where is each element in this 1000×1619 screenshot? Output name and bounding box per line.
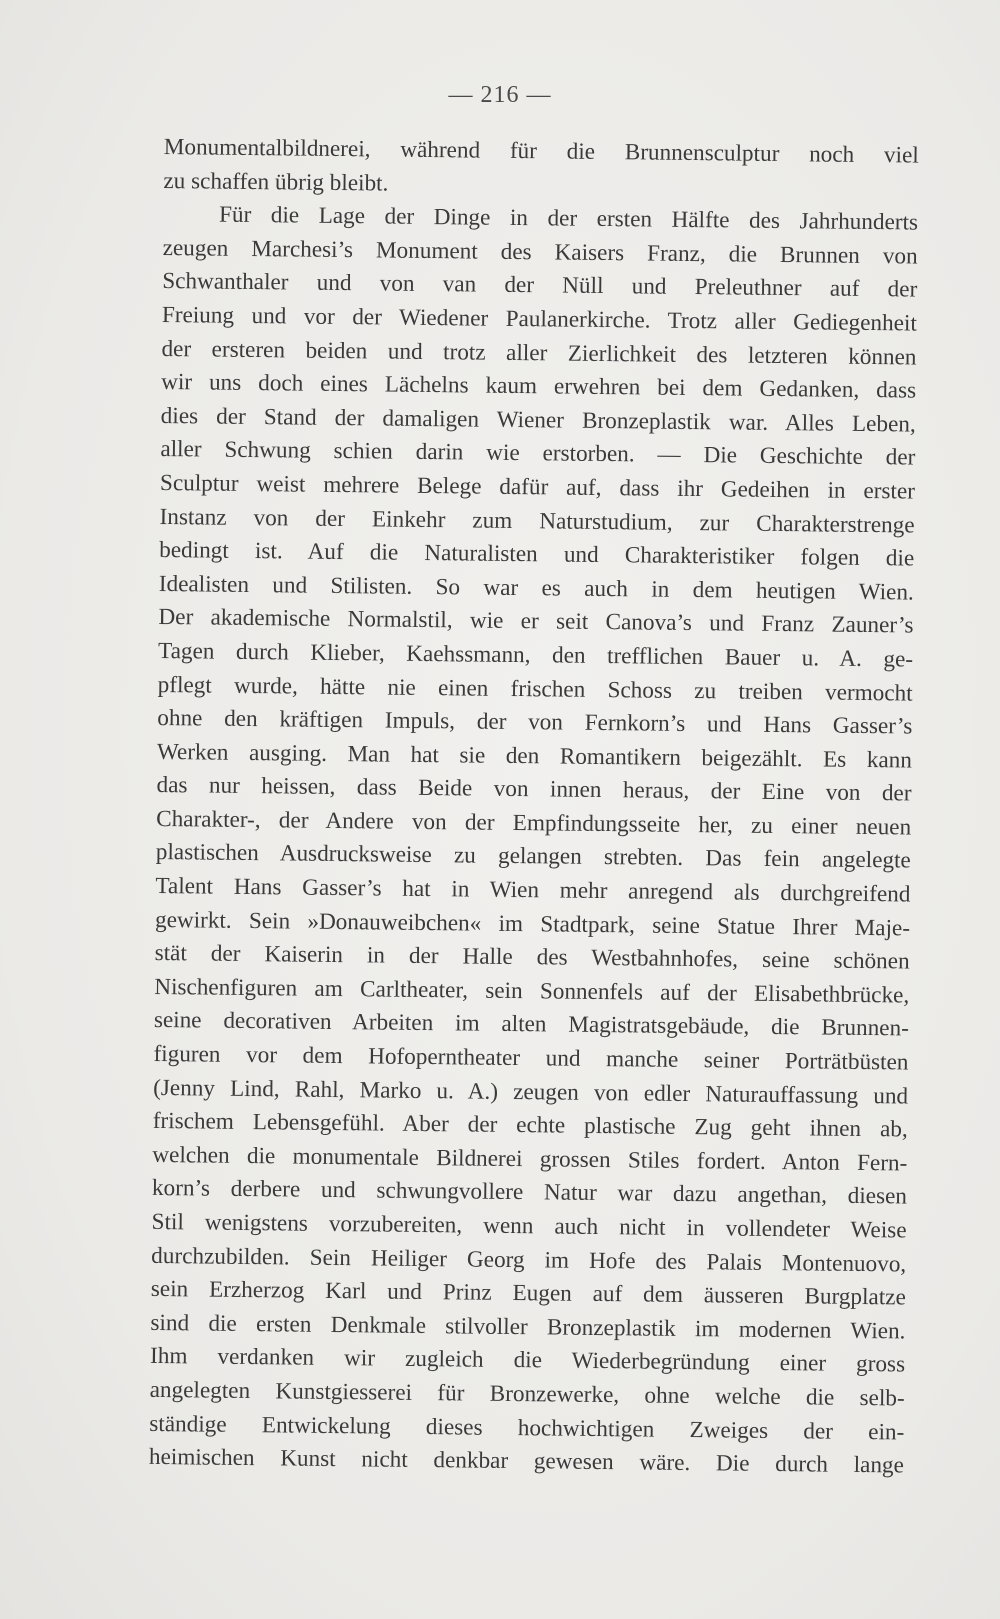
- text-line: Werken ausging. Man hat sie den Romantikern beigezählt. Es kann: [156, 738, 913, 774]
- text-line: Charakter-, der Andere von der Empfindungsseite her, zu einer neuen: [156, 805, 912, 841]
- text-line: Schwanthaler und von van der Nüll und Preleuthner auf der: [162, 268, 918, 303]
- text-line: Ihm verdanken wir zugleich die Wiederbegründung einer gross: [149, 1343, 906, 1378]
- text-line: Idealisten und Stilisten. So war es auch in dem heutigen Wien.: [158, 570, 914, 606]
- text-line: heimischen Kunst nicht denkbar gewesen wäre. Die durch lange: [148, 1444, 905, 1479]
- text-line: Talent Hans Gasser’s hat in Wien mehr anregend als durchgreifend: [155, 873, 911, 908]
- text-line: das nur heissen, dass Beide von innen heraus, der Eine von der: [156, 772, 912, 807]
- text-line: angelegten Kunstgiesserei für Bronzewerke, ohne welche die selb-: [149, 1376, 905, 1412]
- text-line: Stil wenigstens vorzubereiten, wenn auch nicht in vollendeter Weise: [151, 1208, 907, 1244]
- text-line: figuren vor dem Hofoperntheater und manche seiner Porträtbüsten: [153, 1040, 909, 1076]
- text-line: wir uns doch eines Lächelns kaum erwehren bei dem Gedanken, dass: [161, 369, 917, 404]
- text-line: Sculptur weist mehrere Belege dafür auf, dass ihr Gedeihen in erster: [159, 469, 916, 505]
- text-line: frischem Lebensgefühl. Aber der echte plastische Zug geht ihnen ab,: [152, 1108, 908, 1143]
- text-line: bedingt ist. Auf die Naturalisten und Charakteristiker folgen die: [159, 537, 915, 572]
- text-line: korn’s derbere und schwungvollere Natur war dazu angethan, diesen: [151, 1175, 908, 1210]
- text-line: pflegt wurde, hätte nie einen frischen Schoss zu treiben vermocht: [157, 671, 913, 707]
- text-line: sind die ersten Denkmale stilvoller Bronzeplastik im modernen Wien.: [150, 1309, 906, 1345]
- text-line: seine decorativen Arbeiten im alten Magistratsgebäude, die Brunnen-: [153, 1007, 910, 1042]
- text-line: aller Schwung schien darin wie erstorben. — Die Geschichte der: [160, 436, 916, 471]
- text-line: durchzubilden. Sein Heiliger Georg im Hofe des Palais Montenuovo,: [151, 1242, 907, 1278]
- text-line: Für die Lage der Dinge in der ersten Hälfte des Jahrhunderts: [218, 201, 919, 236]
- text-line: sein Erzherzog Karl und Prinz Eugen auf dem äusseren Burgplatze: [150, 1276, 906, 1311]
- text-line: Der akademische Normalstil, wie er seit Canova’s und Franz Zauner’s: [158, 604, 914, 639]
- text-line: Tagen durch Klieber, Kaehssmann, den trefflichen Bauer u. A. ge-: [157, 637, 914, 673]
- text-line: ohne den kräftigen Impuls, der von Fernkorn’s und Hans Gasser’s: [157, 705, 913, 740]
- body-text: [149, 131, 919, 1483]
- page-number-header: — 216 —: [448, 82, 552, 108]
- text-line: gewirkt. Sein »Donauweibchen« im Stadtpark, seine Statue Ihrer Maje-: [154, 906, 911, 942]
- text-line: der ersteren beiden und trotz aller Zierlichkeit des letzteren können: [161, 335, 917, 371]
- text-line: plastischen Ausdrucksweise zu gelangen strebten. Das fein angelegte: [155, 839, 911, 874]
- text-line: Freiung und vor der Wiedener Paulanerkirche. Trotz aller Gediegenheit: [161, 301, 918, 337]
- text-line: welchen die monumentale Bildnerei grossen Stiles fordert. Anton Fern-: [152, 1141, 908, 1177]
- text-line: zu schaffen übrig bleibt.: [163, 167, 389, 197]
- text-line: Instanz von der Einkehr zum Naturstudium, zur Charakterstrenge: [159, 503, 915, 539]
- text-line: zeugen Marchesi’s Monument des Kaisers Franz, die Brunnen von: [162, 234, 918, 270]
- text-line: (Jenny Lind, Rahl, Marko u. A.) zeugen von edler Naturauffassung und: [153, 1074, 909, 1110]
- text-line: stät der Kaiserin in der Halle des Westbahnhofes, seine schönen: [154, 940, 910, 975]
- text-line: dies der Stand der damaligen Wiener Bronzeplastik war. Alles Leben,: [160, 402, 916, 438]
- text-line: ständige Entwickelung dieses hochwichtigen Zweiges der ein-: [149, 1410, 905, 1446]
- text-line: Monumentalbildnerei, während für die Brunnensculptur noch viel: [163, 133, 919, 169]
- text-line: Nischenfiguren am Carltheater, sein Sonnenfels auf der Elisabethbrücke,: [154, 973, 910, 1009]
